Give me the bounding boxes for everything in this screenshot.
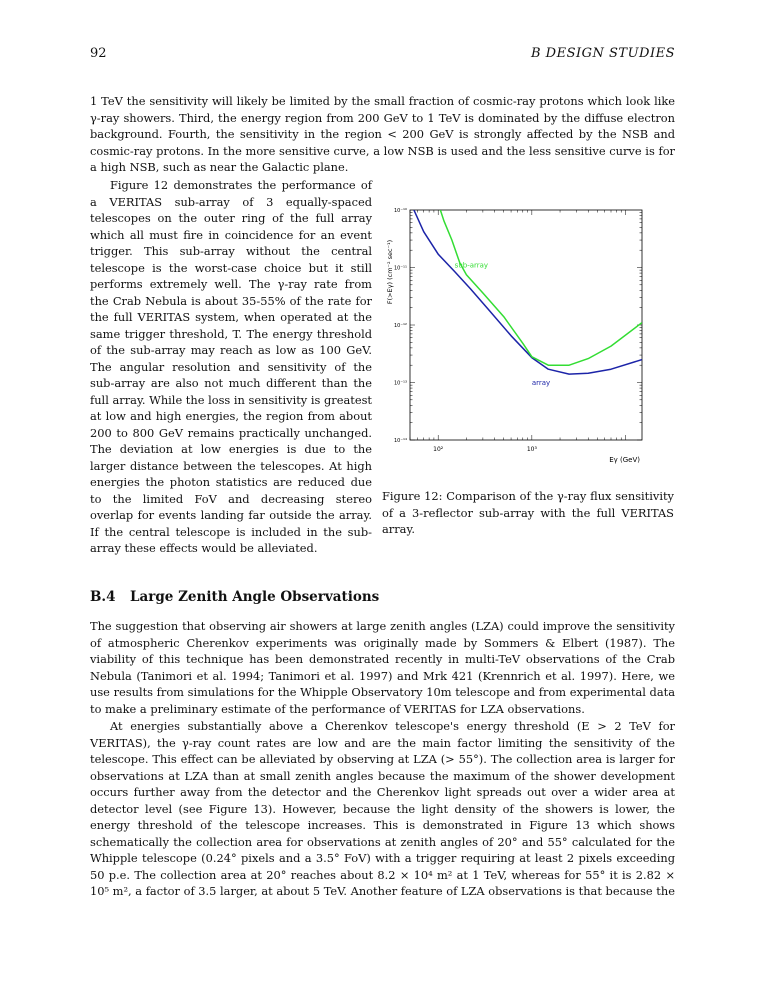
paragraph-lza-2: At energies substantially above a Cherenkov telescope's energy threshold (E > 2 TeV for VERITAS), the γ-ray count rates are low and are the main factor limiting the sensitivity of the telescope. This effect can be alleviated by observing at LZA (> 55°). The collection area is larger for observations at LZA than at small zenith angles because the maximum of the shower development occurs further away from the detector and the Cherenkov light spreads out over a wider area at detector level (see Figure 13). However, because the light density of the showers is lower, the energy threshold of the telescope increases. This is demonstrated in Figure 13 which shows schematically the collection area for observations at zenith angles of 20° and 55° calculated for the Whipple telescope (0.24° pixels and a 3.5° FoV) with a trigger requiring at least 2 pixels exceeding 50 p.e. The collection area at 20° reaches about 8.2 × 10⁴ m² at 1 TeV, whereas for 55° it is 2.82 × 10⁵ m², a factor of 3.5 larger, at about 5 TeV. Another feature of LZA observations is that because the [90,719,675,898]
annotation-sub-array: sub-array [454,261,489,270]
figure-caption: Figure 12: Comparison of the γ-ray flux sensitivity of a 3-reflector sub-array with the full VERITAS array. [382,489,674,536]
x-tick-label: 10² [433,446,444,453]
page-number: 92 [90,46,107,61]
y-tick-label: 10⁻¹⁴ [393,438,407,444]
series-line-array [414,210,642,374]
y-tick-label: 10⁻¹⁰ [393,208,407,214]
series-lines [414,203,642,374]
section-number: B.4 [90,589,116,605]
x-axis-label: Eγ (GeV) [609,456,640,464]
paragraph-lza-1: The suggestion that observing air showers at large zenith angles (LZA) could improve the sensitivity of atmospheric Cherenkov experiments was originally made by Sommers & Elbert (1987). The viability of this technique has been demonstrated recently in multi-TeV observations of the Crab Nebula (Tanimori et al. 1994; Tanimori et al. 1997) and Mrk 421 (Krennrich et al. 1997). Here, we use results from simulations for the Whipple Observatory 10m telescope and from experimental data to make a preliminary estimate of the performance of VERITAS for LZA observations. [90,619,675,716]
section-title: Large Zenith Angle Observations [130,589,380,605]
figure-12 [380,200,670,470]
running-title: B DESIGN STUDIES [530,46,675,61]
sensitivity-chart [380,200,670,470]
y-tick-label: 10⁻¹³ [393,380,407,387]
tick-group [394,208,642,453]
y-tick-label: 10⁻¹² [393,323,407,329]
annotation-array: array [531,379,551,388]
y-axis-label: F(>Eγ) (cm⁻² sec⁻¹) [386,239,394,305]
y-tick-label: 10⁻¹¹ [393,265,407,272]
paragraph-figure12: Figure 12 demonstrates the performance of a VERITAS sub-array of 3 equally-spaced telescopes on the outer ring of the full array which all must fire in coincidence for an event trigger. This sub-array without the central telescope is the worst-case choice but it still performs extremely well. The γ-ray rate from the Crab Nebula is about 35-55% of the rate for the full VERITAS system, when operated at the same trigger threshold, T. The energy threshold of the sub-array may reach as low as 100 GeV. The angular resolution and sensitivity of the sub-array are also not much different than the full array. While the loss in sensitivity is greatest at low and high energies, the region from about 200 to 800 GeV remains practically unchanged. The deviation at low energies is due to the larger distance between the telescopes. At high energies the photon statistics are reduced due to the limited FoV and decreasing stereo overlap for events landing far outside the array. If the central telescope is included in the sub-array these effects would be alleviated. [90,178,372,555]
paragraph-intro: 1 TeV the sensitivity will likely be limited by the small fraction of cosmic-ray protons which look like γ-ray showers. Third, the energy region from 200 GeV to 1 TeV is dominated by the diffuse electron background. Fourth, the sensitivity in the region < 200 GeV is strongly affected by the NSB and cosmic-ray protons. In the more sensitive curve, a low NSB is used and the less sensitive curve is for a high NSB, such as near the Galactic plane. [90,94,675,174]
section-heading [90,589,379,605]
plot-frame [410,210,642,440]
series-line-sub-array [438,203,642,365]
x-tick-label: 10³ [526,446,537,453]
